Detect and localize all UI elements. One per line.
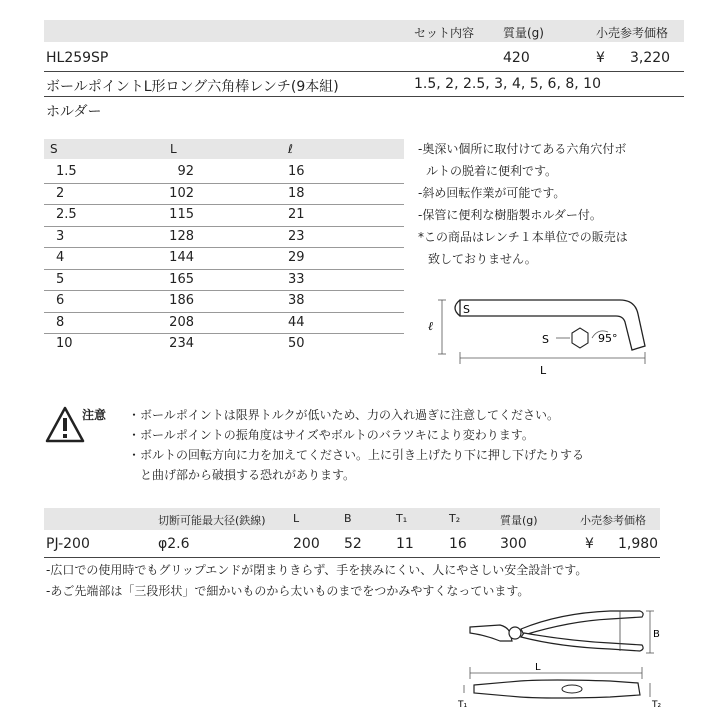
pliers-header-t2: T₂ — [449, 512, 461, 525]
wrench-s-top-label: S — [463, 303, 470, 316]
size-table-cell: 3 — [56, 228, 65, 244]
size-table-header — [44, 139, 404, 159]
pliers-b: 52 — [344, 536, 362, 552]
divider — [44, 333, 404, 334]
size-table-cell: 208 — [169, 314, 194, 330]
caution-line: と曲げ部から破損する恐れがあります。 — [140, 468, 356, 482]
size-table-cell: 33 — [288, 271, 305, 287]
size-table-cell: 128 — [169, 228, 194, 244]
set-currency: ¥ — [596, 50, 605, 66]
pliers-header-t1: T₁ — [396, 512, 408, 525]
caution-list — [128, 405, 688, 485]
pliers-cut: φ2.6 — [158, 536, 190, 552]
pliers-model: PJ-200 — [46, 536, 90, 552]
size-table-cell: 5 — [56, 271, 65, 287]
pliers-header-b: B — [344, 512, 352, 525]
size-table-cell: 4 — [56, 250, 65, 265]
caution-label: 注意 — [82, 408, 107, 422]
pliers-l-label: L — [535, 662, 541, 673]
pliers-feature-list — [46, 560, 696, 602]
pliers-header-cut: 切断可能最大径(鉄線) — [158, 514, 266, 527]
wrench-s-label: S — [542, 333, 549, 346]
size-table-cell: 92 — [177, 164, 194, 179]
divider — [44, 96, 684, 97]
pliers-t1: 11 — [396, 536, 414, 552]
pliers-price: 1,980 — [618, 536, 659, 552]
divider — [44, 247, 404, 248]
set-item-name: ホルダー — [46, 104, 102, 120]
divider — [44, 183, 404, 184]
header-weight: 質量(g) — [503, 26, 544, 40]
hex-wrench-diagram — [420, 288, 660, 388]
pliers-table-header — [44, 508, 660, 530]
pliers-feature-line: -あご先端部は「三段形状」で細かいものから太いものまでをつかみやすくなっています。 — [46, 584, 530, 598]
pliers-header-price: 小売参考価格 — [580, 514, 646, 527]
size-table-cell: 29 — [288, 250, 305, 265]
pliers-weight: 300 — [500, 536, 527, 552]
feature-list — [418, 138, 698, 270]
feature-line: -保管に便利な樹脂製ホルダー付。 — [418, 208, 602, 222]
pliers-t1-label: T₁ — [458, 700, 468, 710]
pliers-l: 200 — [293, 536, 320, 552]
set-item-name: ボールポイントL形ロング六角棒レンチ(9本組) — [46, 79, 339, 95]
wrench-angle-label: 95° — [598, 332, 618, 345]
pliers-diagram — [460, 605, 680, 715]
size-table-cell: 50 — [288, 336, 305, 351]
size-table-cell: 186 — [169, 293, 194, 308]
size-table-cell: 8 — [56, 314, 65, 330]
divider — [44, 312, 404, 313]
feature-line: -斜め回転作業が可能です。 — [418, 186, 566, 200]
size-header-s: S — [50, 142, 58, 156]
size-table-cell: 10 — [56, 336, 73, 351]
pliers-t2-label: T₂ — [652, 700, 662, 710]
size-table-cell: 2 — [56, 185, 65, 201]
divider — [44, 226, 404, 227]
size-table-cell: 144 — [169, 250, 194, 265]
warning-icon — [45, 405, 85, 445]
size-table-cell: 18 — [288, 185, 305, 201]
divider — [44, 269, 404, 270]
pliers-currency: ¥ — [585, 536, 594, 552]
size-header-ell: ℓ — [288, 142, 293, 156]
set-item-sizes: 1.5, 2, 2.5, 3, 4, 5, 6, 8, 10 — [414, 76, 601, 92]
size-header-l: L — [170, 142, 177, 156]
wrench-l-label: L — [540, 364, 547, 377]
header-price: 小売参考価格 — [596, 26, 669, 40]
size-table-cell: 165 — [169, 271, 194, 287]
size-table-cell: 6 — [56, 293, 65, 308]
size-table-cell: 21 — [288, 207, 305, 222]
size-table-cell: 234 — [169, 336, 194, 351]
pliers-t2: 16 — [449, 536, 467, 552]
feature-line: ルトの脱着に便利です。 — [426, 164, 558, 178]
size-table-cell: 16 — [288, 164, 305, 179]
model-number: HL259SP — [46, 50, 109, 66]
size-table-cell: 2.5 — [56, 207, 77, 222]
caution-line: ・ボルトの回転方向に力を加えてください。上に引き上げたり下に押し下げたりする — [128, 448, 585, 462]
pliers-feature-line: -広口での使用時でもグリップエンドが閉まりきらず、手を挟みにくい、人にやさしい安全設計です。 — [46, 563, 588, 577]
caution-line: ・ボールポイントは限界トルクが低いため、力の入れ過ぎに注意してください。 — [128, 408, 560, 422]
divider — [44, 290, 404, 291]
caution-line: ・ボールポイントの振角度はサイズやボルトのバラツキにより変わります。 — [128, 428, 534, 442]
size-table-cell: 38 — [288, 293, 305, 308]
pliers-header-weight: 質量(g) — [500, 514, 538, 527]
divider — [44, 71, 684, 72]
size-table-cell: 115 — [169, 207, 194, 222]
pliers-b-label: B — [653, 629, 660, 640]
size-table-cell: 102 — [169, 185, 194, 201]
set-weight: 420 — [503, 50, 530, 66]
size-table-cell: 44 — [288, 314, 305, 330]
feature-line: -奥深い個所に取付けてある六角穴付ボ — [418, 142, 627, 156]
divider — [44, 204, 404, 205]
feature-line: 致しておりません。 — [428, 252, 537, 266]
header-set: セット内容 — [414, 26, 475, 40]
wrench-ell-label: ℓ — [428, 319, 433, 333]
size-table-cell: 1.5 — [56, 164, 77, 179]
size-table-cell: 23 — [288, 228, 305, 244]
divider — [44, 557, 660, 558]
set-price: 3,220 — [630, 50, 671, 66]
pliers-header-l: L — [293, 512, 300, 525]
top-table-header — [44, 20, 684, 42]
feature-line: *この商品はレンチ１本単位での販売は — [418, 230, 628, 244]
